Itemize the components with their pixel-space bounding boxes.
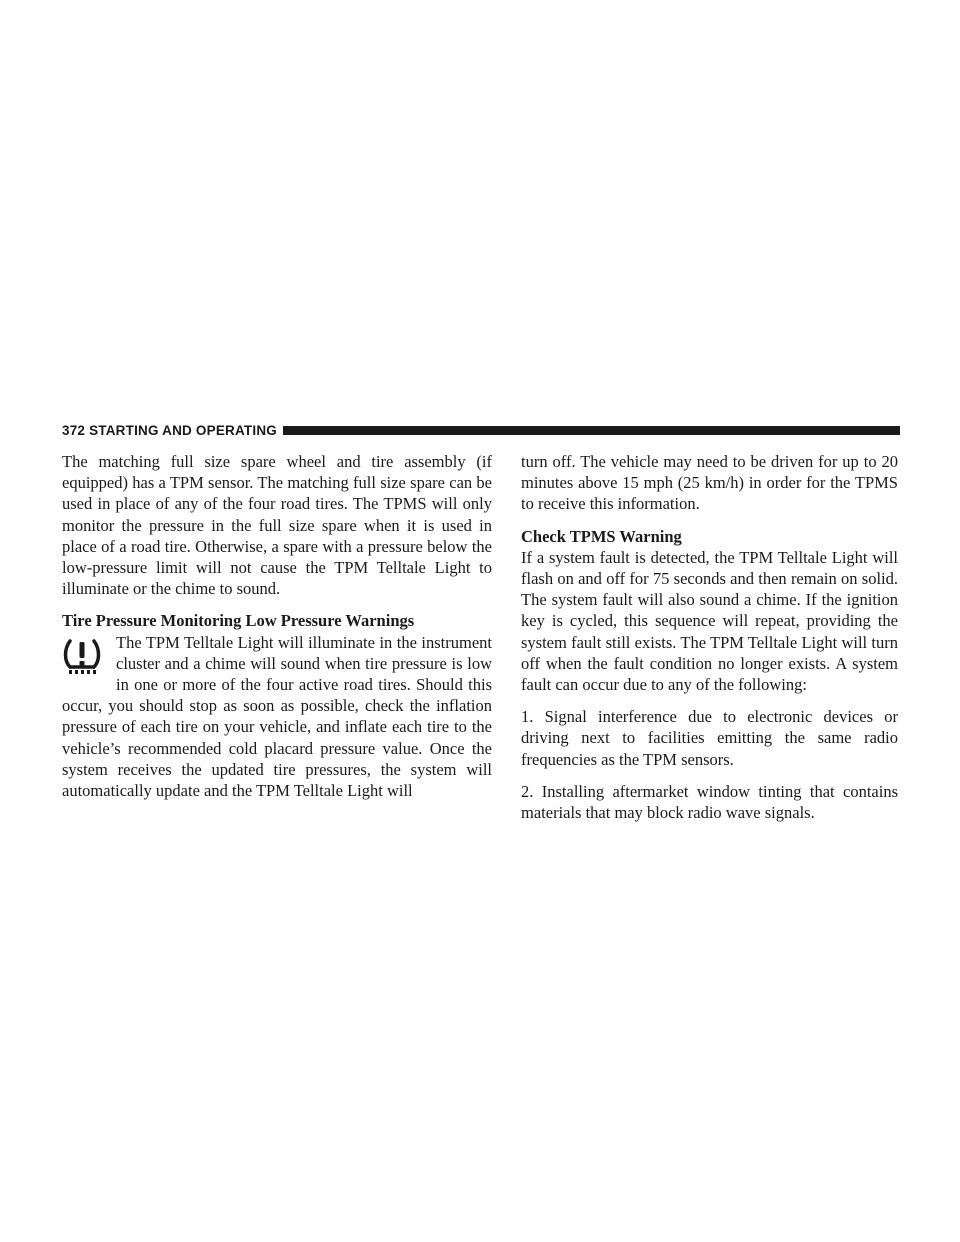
system-fault-paragraph: If a system fault is detected, the TPM Telltale Light will flash on and off for 75 seconds and then remain on solid. The system fault will also sound a chime. If the ignition key is cycled, this sequence will repeat, providing the system fault still exists. The TPM Telltale Light will turn off when the fault condition no longer exists. A system fault can occur due to any of the following: xyxy=(521,547,898,695)
fault-cause-item-1: 1. Signal interference due to electronic devices or driving next to facilities emitting the same radio frequencies as the TPM sensors. xyxy=(521,707,898,769)
page-header xyxy=(62,422,900,438)
fault-cause-item-2: 2. Installing aftermarket window tinting that contains materials that may block radio wave signals. xyxy=(521,781,898,823)
right-column xyxy=(521,451,898,834)
tire-pressure-warning-icon xyxy=(62,637,102,677)
spare-tire-paragraph: The matching full size spare wheel and tire assembly (if equipped) has a TPM sensor. The matching full size spare can be used in place of any of the four road tires. The TPMS will only monitor the pressure in the full size spare when it is used in place of a road tire. Otherwise, a spare with a pressure below the low-pressure limit will not cause the TPM Telltale Light to illuminate or the chime to sound. xyxy=(62,452,492,599)
header-rule xyxy=(283,426,900,435)
continuation-paragraph: turn off. The vehicle may need to be driven for up to 20 minutes above 15 mph (25 km/h) in order for the TPMS to receive this information. xyxy=(521,452,898,514)
low-pressure-warnings-heading: Tire Pressure Monitoring Low Pressure Warnings xyxy=(62,611,415,631)
check-tpms-warning-heading: Check TPMS Warning xyxy=(521,526,682,546)
low-pressure-paragraph: The TPM Telltale Light will illuminate in the instrument cluster and a chime will sound when tire pressure is low in one or more of the four active road tires. Should this occur, you should stop as soon as possible, check the inflation pressure of each tire on your vehicle, and inflate each tire to the vehicle’s recommended cold placard pressure value. Once the system receives the updated tire pressures, the system will automatically update and the TPM Telltale Light will xyxy=(62,632,492,801)
left-column xyxy=(62,451,492,812)
page-number-section-title: 372 STARTING AND OPERATING xyxy=(62,422,277,438)
